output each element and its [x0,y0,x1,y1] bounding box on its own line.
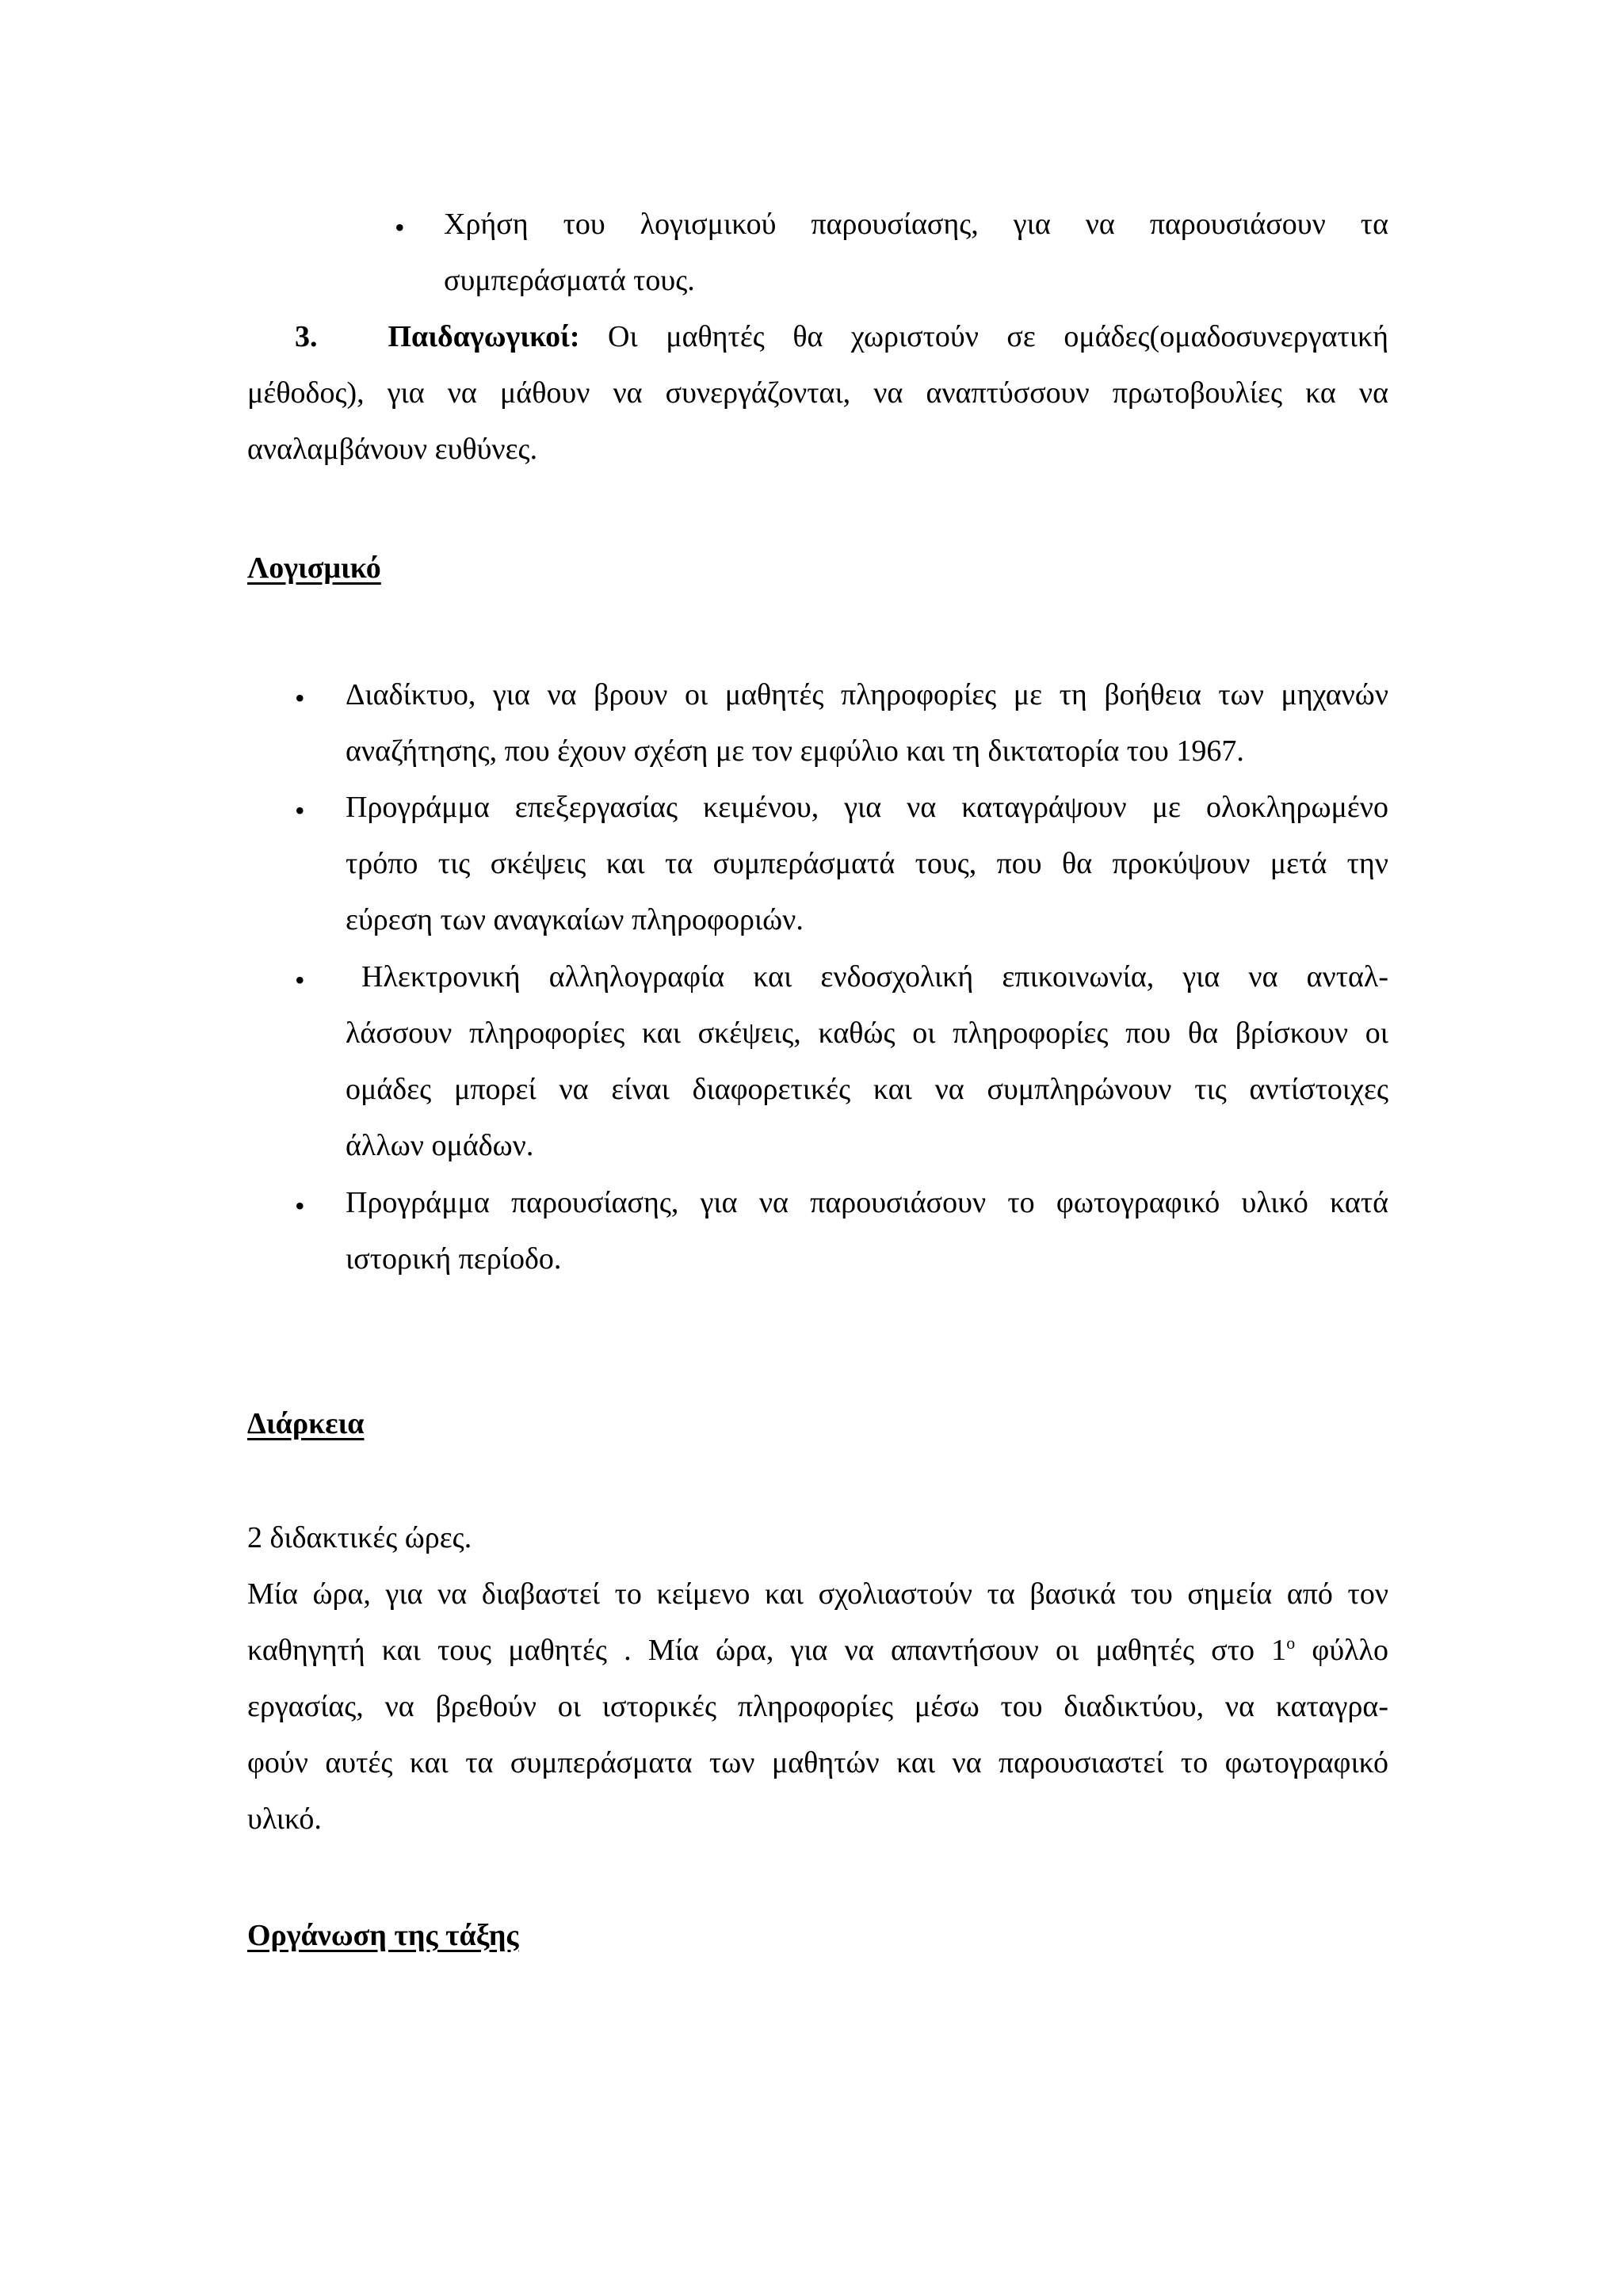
software-item-3-line-1: Ηλεκτρονική αλληλογραφία και ενδοσχολική επικοινωνία, για να ανταλ- [361,960,1388,994]
point-3-number: 3. [295,320,318,353]
point-3-line-1 [295,309,1388,365]
duration-line-0: 2 διδακτικές ώρες. [247,1521,472,1554]
software-item-4-line-1: Προγράμμα παρουσίασης, για να παρουσιάσουν το φωτογραφικό υλικό κατά [346,1186,1388,1219]
top-bullet-line-1: Χρήση του λογισμικού παρουσίασης, για να παρουσιάσουν τα [444,208,1388,241]
software-item-3-line-4: άλλων ομάδων. [346,1129,534,1162]
software-item-2-line-3: εύρεση των αναγκαίων πληροφοριών. [346,903,804,936]
bullet-icon: • [295,964,305,996]
point-3-line-3: αναλαμβάνουν ευθύνες. [247,433,538,466]
software-item-4-line-2: ιστορική περίοδο. [346,1242,562,1276]
point-3-text: Οι μαθητές θα χωριστούν σε ομάδες(ομαδοσυνεργατική [608,320,1389,353]
software-item-1-line-2: αναζήτησης, που έχουν σχέση με τον εμφύλιο και τη δικτατορία του 1967. [346,734,1244,768]
duration-line-2-text: καθηγητή και τους μαθητές . Μία ώρα, για να απαντήσουν οι μαθητές στο 1 [247,1634,1287,1667]
duration-line-4: φούν αυτές και τα συμπεράσματα των μαθητών και να παρουσιαστεί το φωτογραφικό [247,1746,1388,1779]
software-item-3-line-2: λάσσουν πληροφορίες και σκέψεις, καθώς οι πληροφορίες που θα βρίσκουν οι [346,1016,1388,1050]
duration-line-5: υλικό. [247,1802,322,1836]
software-item-2-line-1: Προγράμμα επεξεργασίας κειμένου, για να καταγράψουν με ολοκληρωμένο [346,791,1388,824]
duration-line-2 [247,1623,1388,1679]
bullet-icon: • [295,1190,305,1222]
top-bullet-line-2: συμπεράσματά τους. [444,264,695,297]
software-heading: Λογισμικό [247,551,381,585]
bullet-icon: • [295,682,305,714]
duration-heading: Διάρκεια [247,1407,365,1440]
software-item-2-line-2: τρόπο τις σκέψεις και τα συμπεράσματά τους, που θα προκύψουν μετά την [346,847,1388,880]
software-item-3-line-3: ομάδες μπορεί να είναι διαφορετικές και να συμπληρώνουν τις αντίστοιχες [346,1073,1388,1106]
point-3-line-2: μέθοδος), για να μάθουν να συνεργάζονται, να αναπτύσσουν πρωτοβουλίες κα να [247,376,1388,410]
duration-line-1: Μία ώρα, για να διαβαστεί το κείμενο και σχολιαστούν τα βασικά του σημεία από τον [247,1577,1388,1611]
point-3-label: Παιδαγωγικοί: [388,320,580,353]
classroom-heading: Οργάνωση της τάξης [247,1919,519,1952]
software-item-1-line-1: Διαδίκτυο, για να βρουν οι μαθητές πληροφορίες με τη βοήθεια των μηχανών [346,678,1388,711]
ordinal-superscript: ο [1286,1633,1296,1653]
duration-line-2-tail: φύλλο [1295,1634,1388,1667]
duration-line-3: εργασίας, να βρεθούν οι ιστορικές πληροφορίες μέσω του διαδικτύου, να καταγρα- [247,1690,1388,1723]
bullet-icon: • [295,795,305,826]
bullet-icon: • [395,212,405,243]
